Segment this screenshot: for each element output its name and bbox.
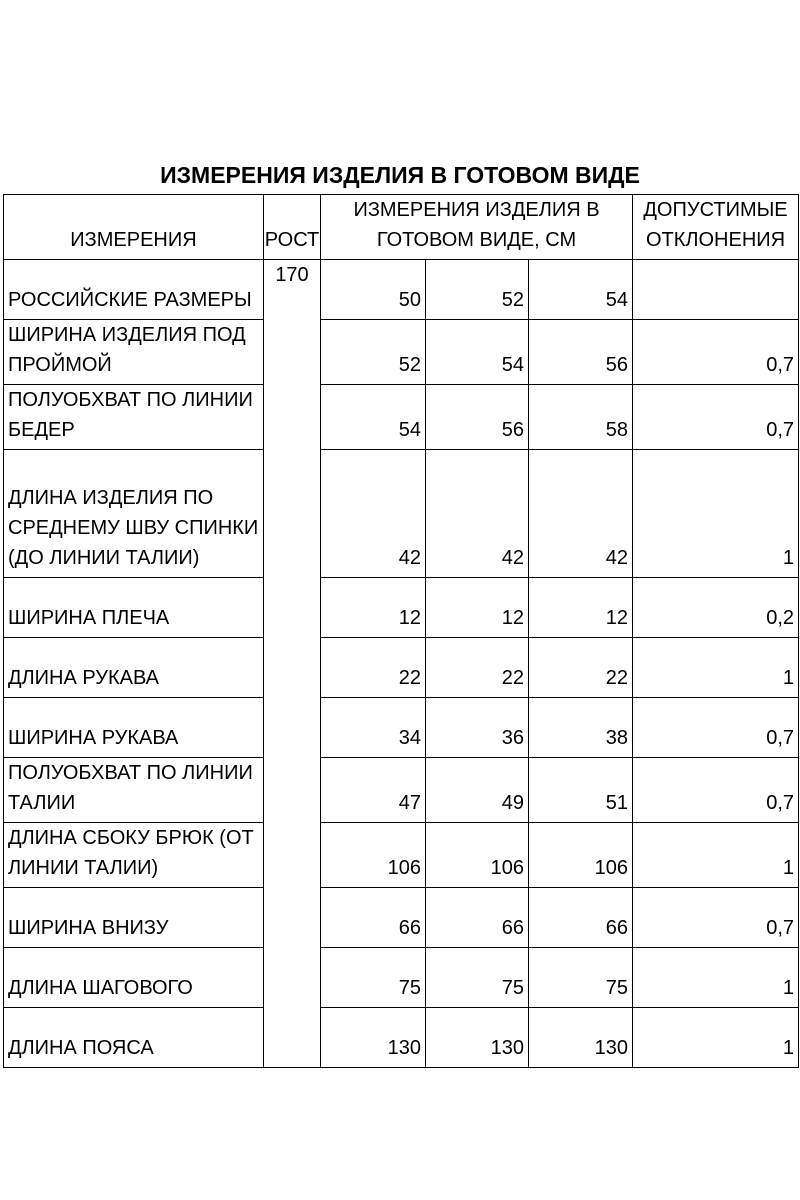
row-name: ПОЛУОБХВАТ ПО ЛИНИИ БЕДЕР bbox=[4, 385, 264, 450]
tolerance-value: 1 bbox=[633, 1008, 799, 1068]
size-value: 36 bbox=[426, 698, 529, 758]
size-value: 106 bbox=[321, 823, 426, 888]
table-row bbox=[4, 450, 799, 578]
table-row bbox=[4, 578, 799, 638]
size-value: 54 bbox=[321, 385, 426, 450]
header-sizes: ИЗМЕРЕНИЯ ИЗДЕЛИЯ В ГОТОВОМ ВИДЕ, СМ bbox=[321, 195, 633, 260]
tolerance-value: 0,7 bbox=[633, 385, 799, 450]
size-value: 54 bbox=[529, 260, 633, 320]
table-row bbox=[4, 320, 799, 385]
header-tolerance: ДОПУСТИМЫЕ ОТКЛОНЕНИЯ bbox=[633, 195, 799, 260]
size-value: 42 bbox=[321, 450, 426, 578]
row-name: ДЛИНА СБОКУ БРЮК (ОТ ЛИНИИ ТАЛИИ) bbox=[4, 823, 264, 888]
size-value: 56 bbox=[529, 320, 633, 385]
row-name: ШИРИНА ВНИЗУ bbox=[4, 888, 264, 948]
page-title: ИЗМЕРЕНИЯ ИЗДЕЛИЯ В ГОТОВОМ ВИДЕ bbox=[160, 162, 640, 188]
tolerance-value: 0,2 bbox=[633, 578, 799, 638]
row-name: ШИРИНА ПЛЕЧА bbox=[4, 578, 264, 638]
size-value: 12 bbox=[321, 578, 426, 638]
tolerance-value: 1 bbox=[633, 450, 799, 578]
header-height: РОСТ bbox=[264, 195, 321, 260]
size-value: 66 bbox=[426, 888, 529, 948]
tolerance-value: 0,7 bbox=[633, 758, 799, 823]
size-value: 75 bbox=[321, 948, 426, 1008]
tolerance-value: 0,7 bbox=[633, 888, 799, 948]
size-value: 22 bbox=[529, 638, 633, 698]
tolerance-value: 1 bbox=[633, 823, 799, 888]
table-row bbox=[4, 1008, 799, 1068]
size-value: 130 bbox=[529, 1008, 633, 1068]
measurements-table bbox=[3, 194, 799, 1068]
tolerance-value: 0,7 bbox=[633, 698, 799, 758]
size-value: 22 bbox=[321, 638, 426, 698]
size-value: 47 bbox=[321, 758, 426, 823]
table-row bbox=[4, 948, 799, 1008]
row-name: ПОЛУОБХВАТ ПО ЛИНИИ ТАЛИИ bbox=[4, 758, 264, 823]
size-value: 12 bbox=[529, 578, 633, 638]
size-value: 42 bbox=[529, 450, 633, 578]
header-measure: ИЗМЕРЕНИЯ bbox=[4, 195, 264, 260]
size-value: 12 bbox=[426, 578, 529, 638]
size-value: 38 bbox=[529, 698, 633, 758]
size-value: 54 bbox=[426, 320, 529, 385]
table-row bbox=[4, 698, 799, 758]
row-name: ШИРИНА ИЗДЕЛИЯ ПОД ПРОЙМОЙ bbox=[4, 320, 264, 385]
table-row bbox=[4, 260, 799, 320]
table-header-row bbox=[4, 195, 799, 260]
size-value: 49 bbox=[426, 758, 529, 823]
tolerance-value: 0,7 bbox=[633, 320, 799, 385]
table-row bbox=[4, 888, 799, 948]
size-value: 58 bbox=[529, 385, 633, 450]
size-value: 66 bbox=[321, 888, 426, 948]
row-name: ДЛИНА ИЗДЕЛИЯ ПО СРЕДНЕМУ ШВУ СПИНКИ (ДО ЛИНИИ ТАЛИИ) bbox=[4, 450, 264, 578]
tolerance-value: 1 bbox=[633, 638, 799, 698]
height-cell: 170 bbox=[264, 260, 321, 1068]
size-value: 106 bbox=[529, 823, 633, 888]
table-row bbox=[4, 758, 799, 823]
size-value: 130 bbox=[426, 1008, 529, 1068]
size-value: 22 bbox=[426, 638, 529, 698]
size-value: 130 bbox=[321, 1008, 426, 1068]
size-value: 34 bbox=[321, 698, 426, 758]
row-name: ДЛИНА ШАГОВОГО bbox=[4, 948, 264, 1008]
size-value: 50 bbox=[321, 260, 426, 320]
size-value: 106 bbox=[426, 823, 529, 888]
size-value: 52 bbox=[426, 260, 529, 320]
size-value: 51 bbox=[529, 758, 633, 823]
size-value: 52 bbox=[321, 320, 426, 385]
size-value: 75 bbox=[529, 948, 633, 1008]
row-name: ШИРИНА РУКАВА bbox=[4, 698, 264, 758]
size-value: 42 bbox=[426, 450, 529, 578]
tolerance-value bbox=[633, 260, 799, 320]
row-name: ДЛИНА ПОЯСА bbox=[4, 1008, 264, 1068]
row-name: ДЛИНА РУКАВА bbox=[4, 638, 264, 698]
table-row bbox=[4, 823, 799, 888]
tolerance-value: 1 bbox=[633, 948, 799, 1008]
size-value: 66 bbox=[529, 888, 633, 948]
table-row bbox=[4, 638, 799, 698]
table-row bbox=[4, 385, 799, 450]
row-name: РОССИЙСКИЕ РАЗМЕРЫ bbox=[4, 260, 264, 320]
size-value: 75 bbox=[426, 948, 529, 1008]
size-value: 56 bbox=[426, 385, 529, 450]
